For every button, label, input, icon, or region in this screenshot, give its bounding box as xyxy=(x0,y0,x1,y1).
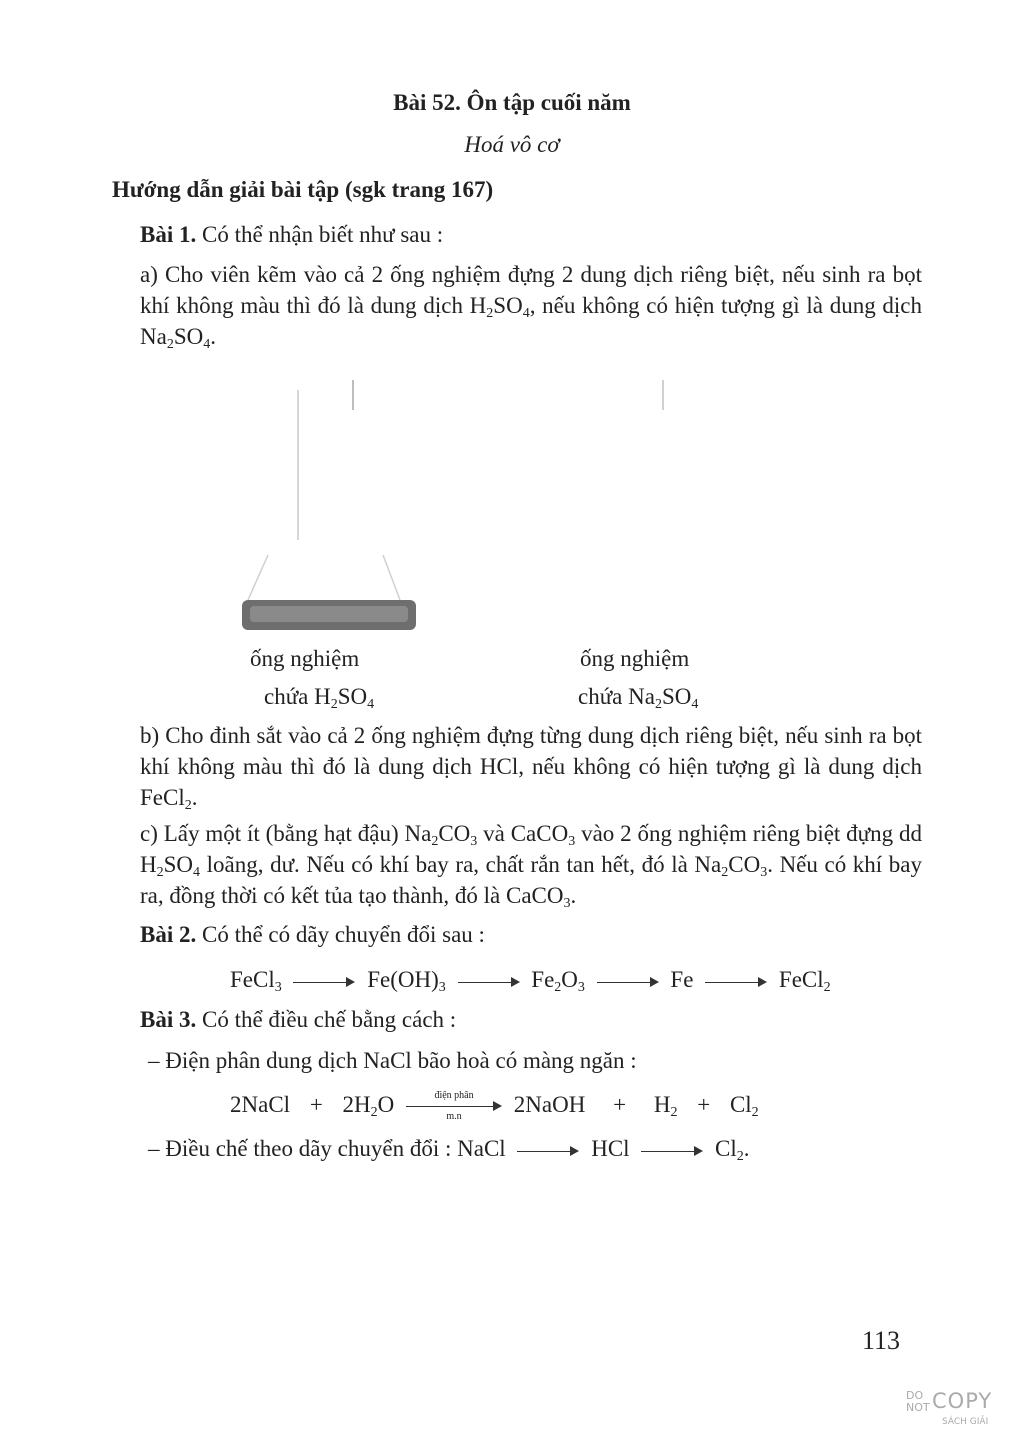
bai2-intro: Có thể có dãy chuyển đổi sau : xyxy=(201,922,485,947)
page-title: Bài 52. Ôn tập cuối năm xyxy=(393,90,631,115)
test-tube-figure xyxy=(228,360,698,640)
bai1-part-c: c) Lấy một ít (bằng hạt đậu) $Na_2CO_3$ và CaCO$_3$ vào 2 ống nghiệm riêng biệt đựng dd $H_2SO_4$ loãng, dư. Nếu có khí bay ra, chất rắn tan hết, đó là $Na_2CO_3$. Nếu có khí bay ra, đồng thời có kết tủa tạo thành, đó là CaCO$_3$. xyxy=(140,821,922,911)
liquid-highlight xyxy=(250,606,408,622)
bai3-label: Bài 3. xyxy=(140,1007,197,1032)
bai1-part-b: b) Cho đinh sắt vào cả 2 ống nghiệm đựng từng dung dịch riêng biệt, nếu sinh ra bọt khí không màu thì đó là dung dịch HCl, nếu không có hiện tượng gì là dung dịch FeCl$_2$. xyxy=(140,723,922,813)
section-heading: Hướng dẫn giải bài tập (sgk trang 167) xyxy=(112,177,494,202)
arrow-icon xyxy=(517,1144,579,1158)
bai3-method-2: – Điều chế theo dãy chuyển đổi : NaCl HCl $Cl_2$. xyxy=(148,1136,750,1164)
bai1-intro-line xyxy=(140,220,443,250)
fig-left-label-2: chứa $H_2SO_4$ xyxy=(264,684,375,712)
arrow-icon xyxy=(641,1144,703,1158)
flask-right-edge xyxy=(383,555,400,600)
fig-right-label-1: ống nghiệm xyxy=(580,646,690,671)
electrolysis-arrow-icon xyxy=(406,1089,502,1122)
bai1-part-a: a) Cho viên kẽm vào cả 2 ống nghiệm đựng 2 dung dịch riêng biệt, nếu sinh ra bọt khí không màu thì đó là dung dịch $H_2SO_4$, nếu không có hiện tượng gì là dung dịch $Na_2SO_4$. xyxy=(140,262,923,352)
fig-right-label-2: chứa $Na_2SO_4$ xyxy=(578,684,699,712)
bai3-equation: 2NaCl + $2H_2O$ điện phân m.n 2NaOH + $H_2 + Cl_2$ xyxy=(230,1089,759,1122)
bai2-intro-line xyxy=(140,920,485,950)
arrow-icon xyxy=(597,975,659,989)
bai3-method-1: – Điện phân dung dịch NaCl bão hoà có màng ngăn : xyxy=(148,1048,637,1073)
page-number: 113 xyxy=(862,1326,901,1355)
bai1-label: Bài 1. xyxy=(140,222,197,247)
arrow-icon xyxy=(705,975,767,989)
bai3-intro-line xyxy=(140,1005,456,1035)
bai2-chain: FeCl$_3$ $Fe(OH)_3$ $Fe_2O_3$ Fe FeCl$_2$ xyxy=(230,967,831,995)
arrow-icon xyxy=(458,975,520,989)
page-subtitle: Hoá vô cơ xyxy=(464,132,560,157)
arrow-bottom-label: m.n xyxy=(446,1110,462,1122)
bai2-label: Bài 2. xyxy=(140,922,197,947)
bai3-intro: Có thể điều chế bằng cách : xyxy=(201,1007,457,1032)
arrow-icon xyxy=(293,975,355,989)
arrow-top-label: điện phân xyxy=(434,1089,474,1101)
watermark-stamp: DO NOT COPY SÁCH GIẢI xyxy=(906,1389,993,1427)
bai1-intro: Có thể nhận biết như sau : xyxy=(201,222,444,247)
flask-left-edge xyxy=(248,555,268,600)
fig-left-label-1: ống nghiệm xyxy=(250,646,360,671)
